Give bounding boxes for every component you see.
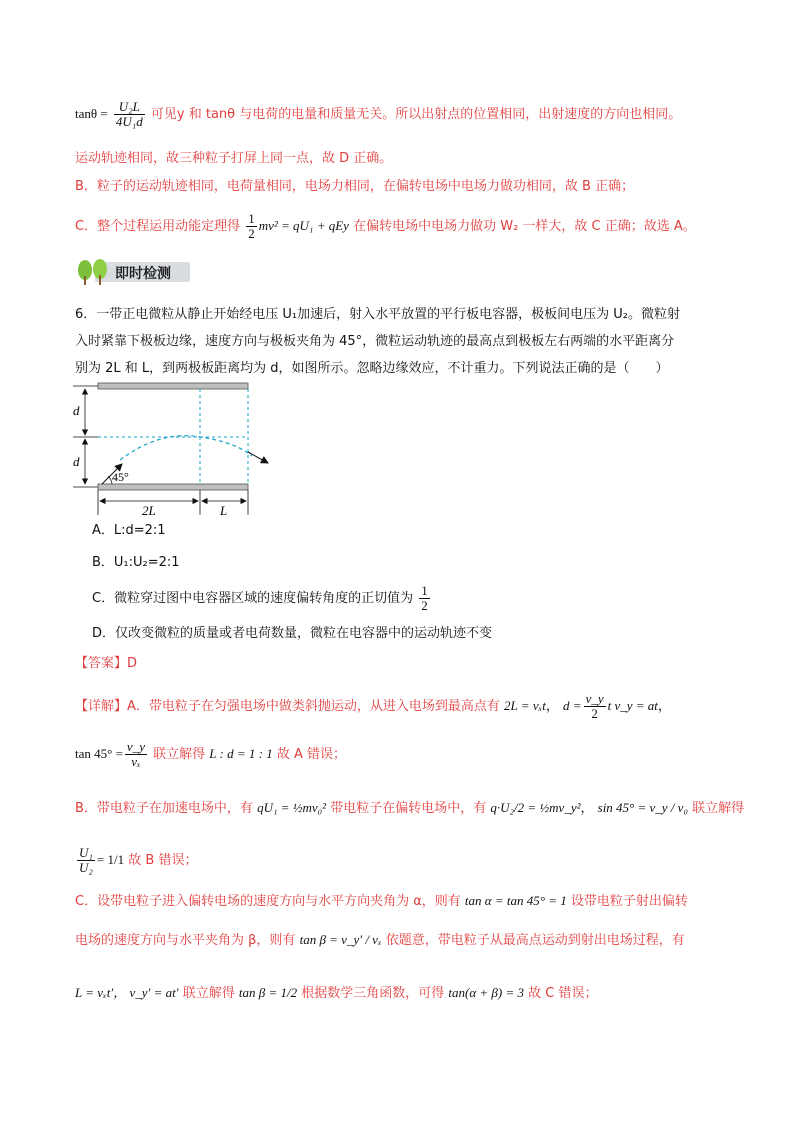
solution-line-b: B．粒子的运动轨迹相同，电荷量相同，电场力相同，在偏转电场中电场力做功相同，故 B 正确； — [75, 179, 635, 194]
detail-c-line-1: C．设带电粒子进入偏转电场的速度方向与水平方向夹角为 α，则有 tan α = tan 45° = 1 设带电粒子射出偏转 — [75, 893, 688, 909]
option-c: C．微粒穿过图中电容器区域的速度偏转角度的正切值为 $\frac{1}{2}$ — [92, 583, 428, 613]
section-title: 即时检测 — [115, 266, 171, 282]
label-d-top: d — [73, 403, 80, 418]
detail-a-line-2: tan 45° = $\frac{v\_y}{\text{vₓ}}$ 联立解得 L : d = 1 : 1 故 A 错误； — [75, 739, 347, 769]
exit-velocity-arrow — [248, 452, 268, 463]
solution-line-c: C．整个过程运用动能定理得 $\frac{1}{2}$ mv² = qU₁ + qEy 在偏转电场中电场力做功 W₂ 一样大，故 C 正确；故选 A。 — [75, 211, 696, 241]
bottom-plate — [98, 484, 248, 490]
solution-line-d-correct: 运动轨迹相同，故三种粒子打屏上同一点，故 D 正确。 — [75, 151, 393, 166]
solution-line-tan-theta: tanθ = $\frac{\text{U₂L}}{\text{4U₁d}}$ 可见y 和 tanθ 与电荷的电量和质量无关。所以出射点的位置相同，出射速度的方向也相同。 — [75, 99, 682, 129]
capacitor-figure — [70, 380, 290, 520]
question-line-1: 6．一带正电微粒从静止开始经电压 U₁加速后，射入水平放置的平行板电容器，极板间电压为 U₂。微粒射 — [75, 307, 680, 322]
option-a: A．L:d=2:1 — [92, 523, 166, 538]
top-plate — [98, 383, 248, 389]
question-line-2: 入时紧靠下极板边缘，速度方向与极板夹角为 45°，微粒运动轨迹的最高点到极板左右两端的水平距离分 — [75, 334, 675, 349]
tree-icon — [75, 258, 115, 286]
label-angle: 45° — [112, 470, 129, 484]
section-badge — [75, 258, 190, 286]
detail-b-line-2: $\frac{\text{U₁}}{\text{U₂}}$ = 1/1 故 B 错误； — [79, 845, 198, 875]
option-d: D．仅改变微粒的质量或者电荷数量，微粒在电容器中的运动轨迹不变 — [92, 626, 493, 641]
trajectory-path — [120, 436, 252, 460]
label-L: L — [220, 503, 228, 518]
fraction-u2l-4u1d: $\frac{\text{U₂L}}{\text{4U₁d}}$ — [115, 99, 143, 129]
detail-b-line-1: B．带电粒子在加速电场中，有 qU₁ = ½mv₀² 带电粒子在偏转电场中，有 q·U₂/2 = ½mv_y²， sin 45° = v_y / v₀ 联立解得 — [75, 800, 745, 816]
answer-label: 【答案】D — [75, 656, 138, 671]
label-2L: 2L — [142, 503, 156, 518]
label-d-bottom: d — [73, 454, 80, 469]
detail-a-line-1: 【详解】A．带电粒子在匀强电场中做类斜抛运动，从进入电场到最高点有 2L = vₓt， d = $\frac{v\_y}{2}$ t v_y = at， — [75, 691, 671, 721]
detail-c-line-3: L = vₓt′， v_y′ = at′ 联立解得 tan β = 1/2 根据数学三角函数，可得 tan(α + β) = 3 故 C 错误； — [75, 985, 598, 1001]
detail-c-line-2: 电场的速度方向与水平夹角为 β，则有 tan β = v_y′ / vₓ 依题意，带电粒子从最高点运动到射出电场过程，有 — [75, 932, 685, 948]
question-line-3: 别为 2L 和 L，到两极板距离均为 d，如图所示。忽略边缘效应，不计重力。下列说法正确的是（ ） — [75, 361, 669, 376]
option-b: B．U₁:U₂=2:1 — [92, 555, 180, 570]
